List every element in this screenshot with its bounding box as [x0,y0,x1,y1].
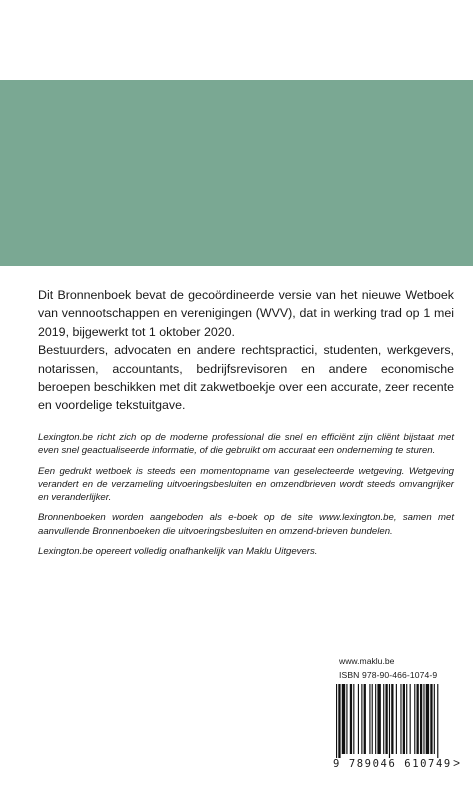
barcode-bar [342,684,345,754]
barcode-bar [377,684,380,754]
barcode-bar [350,684,352,754]
barcode-bar [414,684,415,754]
barcode-bar [385,684,387,754]
barcode-bar [423,684,424,754]
barcode-bar [372,684,373,754]
barcode-bar [410,684,411,754]
barcode-bar [383,684,384,754]
intro-paragraph-2: Bestuurders, advocaten en andere rechtspractici, studenten, werkgevers, notarissen, accountants, bedrijfsrevisoren en andere economische beroepen beschikken met dit zakwetboekje over een accurate, zeer recente en voordelige tekstuitgave. [38,343,454,413]
barcode-bar [430,684,432,754]
barcode-bar [406,684,407,754]
barcode-bar [420,684,422,754]
publisher-website: www.maklu.be [339,656,395,666]
barcode-bar [391,684,393,754]
barcode-bar [400,684,401,754]
barcode-bar [364,684,366,754]
note-paragraph: Lexington.be richt zich op de moderne professional die snel en efficiënt zijn cliënt bijstaat met even snel geactualiseerde informatie, of die gebruikt om accuraat een onderneming te sturen. [38,432,454,457]
barcode-bar [346,684,347,754]
barcode-bar [434,684,435,754]
barcode-bar [396,684,397,754]
barcode-bar [336,684,337,758]
barcode-bar [375,684,376,754]
notes-text [38,431,454,565]
barcode-bar [369,684,370,754]
barcode-bar [358,684,359,754]
barcode-bar [403,684,405,754]
isbn-label: ISBN 978-90-466-1074-9 [339,670,438,680]
barcode-bar [361,684,362,754]
note-paragraph: Bronnenboeken worden aangeboden als e-boek op de site www.lexington.be, samen met aanvullende Bronnenboeken die uitvoeringsbesluiten en omzend-brieven bundelen. [38,512,454,537]
barcode-digits: 9 789046 610749 [333,758,452,770]
barcode-bar [353,684,354,754]
barcode-bar [426,684,429,754]
barcode-bar [417,684,419,754]
barcode-arrow: > [453,756,461,770]
barcode-bar [338,684,340,758]
intro-paragraph-1: Dit Bronnenboek bevat de gecoördineerde versie van het nieuwe Wetboek van vennootschappen en verenigingen (WVV), dat in werking trad op 1 mei 2019, bijgewerkt tot 1 oktober 2020. [38,288,454,339]
intro-text [38,286,454,415]
barcode-bar [437,684,438,758]
note-paragraph: Een gedrukt wetboek is steeds een momentopname van geselecteerde wetgeving. Wetgeving verandert en de verzameling uitvoeringsbesluiten en omzendbrieven wordt steeds omvangrijker en veranderlijker. [38,465,454,504]
isbn-barcode [334,684,464,758]
note-paragraph: Lexington.be opereert volledig onafhankelijk van Maklu Uitgevers. [38,546,318,558]
barcode-bar [389,684,390,758]
cover-color-band [0,80,473,266]
